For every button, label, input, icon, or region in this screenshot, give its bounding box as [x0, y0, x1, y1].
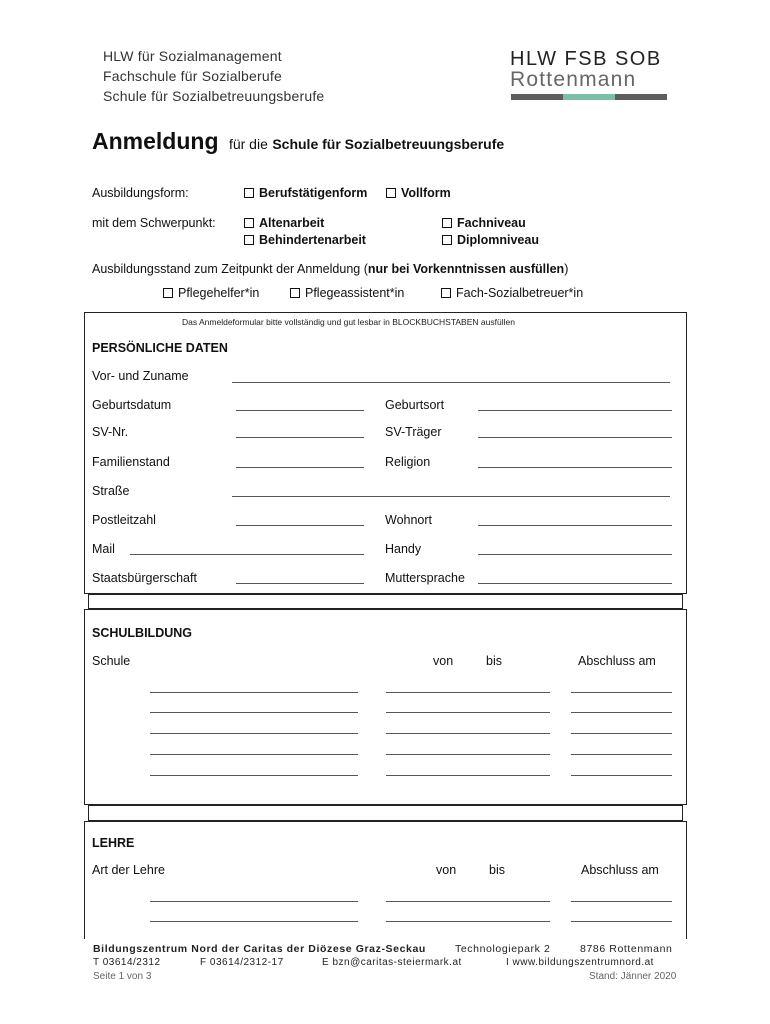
ausbildungsform-label: Ausbildungsform:: [92, 186, 189, 200]
page-number: Seite 1 von 3: [93, 971, 152, 982]
footer-web: I www.bildungszentrumnord.at: [506, 957, 654, 968]
checkbox[interactable]: [163, 288, 173, 298]
schwerpunkt-label: mit dem Schwerpunkt:: [92, 216, 216, 230]
schule-field[interactable]: [150, 733, 358, 734]
mail-field[interactable]: [130, 554, 364, 555]
staatsbuergerschaft-label: Staatsbürgerschaft: [92, 571, 197, 585]
checkbox[interactable]: [442, 235, 452, 245]
muttersprache-field[interactable]: [478, 583, 672, 584]
schule-field[interactable]: [150, 775, 358, 776]
sv-traeger-label: SV-Träger: [385, 425, 442, 439]
footer-email: E bzn@caritas-steiermark.at: [322, 957, 462, 968]
col-bis-label: bis: [486, 654, 502, 668]
option-behindertenarbeit[interactable]: Behindertenarbeit: [244, 233, 366, 247]
option-vollform[interactable]: Vollform: [386, 186, 451, 200]
logo-top-text: HLW FSB SOB: [510, 48, 662, 70]
option-altenarbeit[interactable]: Altenarbeit: [244, 216, 324, 230]
plz-field[interactable]: [236, 525, 364, 526]
birthdate-field[interactable]: [236, 410, 364, 411]
schule-field[interactable]: [150, 754, 358, 755]
lehre-field[interactable]: [150, 921, 358, 922]
logo-bar-2: [563, 94, 615, 100]
strasse-label: Straße: [92, 484, 130, 498]
birthplace-field[interactable]: [478, 410, 672, 411]
wohnort-label: Wohnort: [385, 513, 433, 527]
familienstand-label: Familienstand: [92, 455, 170, 469]
checkbox[interactable]: [244, 235, 254, 245]
zeitraum-field[interactable]: [386, 775, 550, 776]
option-pflegeassistent[interactable]: Pflegeassistent*in: [290, 286, 404, 300]
checkbox[interactable]: [244, 188, 254, 198]
checkbox[interactable]: [290, 288, 300, 298]
religion-field[interactable]: [478, 467, 672, 468]
footer-phone: T 03614/2312: [93, 957, 161, 968]
plz-label: Postleitzahl: [92, 513, 156, 527]
option-pflegehelfer[interactable]: Pflegehelfer*in: [163, 286, 259, 300]
ausbildungsstand-label: Ausbildungsstand zum Zeitpunkt der Anmeldung (nur bei Vorkenntnissen ausfüllen): [92, 262, 569, 276]
title-school: Schule für Sozialbetreuungsberufe: [272, 136, 505, 152]
zeitraum-field[interactable]: [386, 712, 550, 713]
option-berufstaetigenform[interactable]: Berufstätigenform: [244, 186, 367, 200]
zeitraum-field[interactable]: [386, 901, 550, 902]
option-fachniveau[interactable]: Fachniveau: [442, 216, 526, 230]
footer-address: Technologiepark 2: [455, 943, 551, 955]
logo-bottom-text: Rottenmann: [510, 68, 637, 91]
option-diplomniveau[interactable]: Diplomniveau: [442, 233, 539, 247]
abschluss-field[interactable]: [571, 921, 672, 922]
abschluss-field[interactable]: [571, 692, 672, 693]
name-field[interactable]: [232, 382, 670, 383]
col-von-label: von: [433, 654, 454, 668]
checkbox[interactable]: [442, 218, 452, 228]
muttersprache-label: Muttersprache: [385, 571, 465, 585]
col-art-label: Art der Lehre: [92, 863, 165, 877]
zeitraum-field[interactable]: [386, 733, 550, 734]
header-line-2: Fachschule für Sozialberufe: [103, 68, 282, 84]
footer-org: Bildungszentrum Nord der Caritas der Diözese Graz-Seckau: [93, 943, 426, 955]
col-bis-label: bis: [489, 863, 505, 877]
staatsbuergerschaft-field[interactable]: [236, 583, 364, 584]
stand-date: Stand: Jänner 2020: [589, 971, 677, 982]
section-separator: [88, 805, 683, 821]
sv-traeger-field[interactable]: [478, 437, 672, 438]
header-line-3: Schule für Sozialbetreuungsberufe: [103, 88, 325, 104]
schule-field[interactable]: [150, 692, 358, 693]
col-abschluss-label: Abschluss am: [578, 654, 656, 668]
lehre-heading: LEHRE: [92, 836, 135, 850]
checkbox[interactable]: [441, 288, 451, 298]
name-label: Vor- und Zuname: [92, 369, 189, 383]
checkbox[interactable]: [386, 188, 396, 198]
col-abschluss-label: Abschluss am: [581, 863, 659, 877]
personal-heading: PERSÖNLICHE DATEN: [92, 341, 228, 355]
col-von-label: von: [436, 863, 457, 877]
sv-nr-label: SV-Nr.: [92, 425, 129, 439]
section-separator: [88, 594, 683, 609]
option-fach-sozialbetreuer[interactable]: Fach-Sozialbetreuer*in: [441, 286, 583, 300]
birthplace-label: Geburtsort: [385, 398, 445, 412]
page-title: [92, 128, 504, 155]
handy-label: Handy: [385, 542, 422, 556]
footer-city: 8786 Rottenmann: [580, 943, 673, 955]
religion-label: Religion: [385, 455, 431, 469]
handy-field[interactable]: [478, 554, 672, 555]
abschluss-field[interactable]: [571, 733, 672, 734]
title-pre: für die: [228, 136, 268, 152]
schulbildung-heading: SCHULBILDUNG: [92, 626, 192, 640]
wohnort-field[interactable]: [478, 525, 672, 526]
birthdate-label: Geburtsdatum: [92, 398, 172, 412]
schule-field[interactable]: [150, 712, 358, 713]
zeitraum-field[interactable]: [386, 921, 550, 922]
header-line-1: HLW für Sozialmanagement: [103, 48, 282, 64]
footer-fax: F 03614/2312-17: [200, 957, 284, 968]
col-schule-label: Schule: [92, 654, 131, 668]
form-note: Das Anmeldeformular bitte vollständig und gut lesbar in BLOCKBUCHSTABEN ausfüllen: [182, 317, 515, 327]
abschluss-field[interactable]: [571, 754, 672, 755]
sv-nr-field[interactable]: [236, 437, 364, 438]
zeitraum-field[interactable]: [386, 754, 550, 755]
abschluss-field[interactable]: [571, 712, 672, 713]
lehre-field[interactable]: [150, 901, 358, 902]
checkbox[interactable]: [244, 218, 254, 228]
abschluss-field[interactable]: [571, 775, 672, 776]
logo-bar-1: [511, 94, 563, 100]
abschluss-field[interactable]: [571, 901, 672, 902]
mail-label: Mail: [92, 542, 115, 556]
title-main: Anmeldung: [92, 128, 219, 154]
zeitraum-field[interactable]: [386, 692, 550, 693]
familienstand-field[interactable]: [236, 467, 364, 468]
logo-bar-3: [615, 94, 667, 100]
strasse-field[interactable]: [232, 496, 670, 497]
